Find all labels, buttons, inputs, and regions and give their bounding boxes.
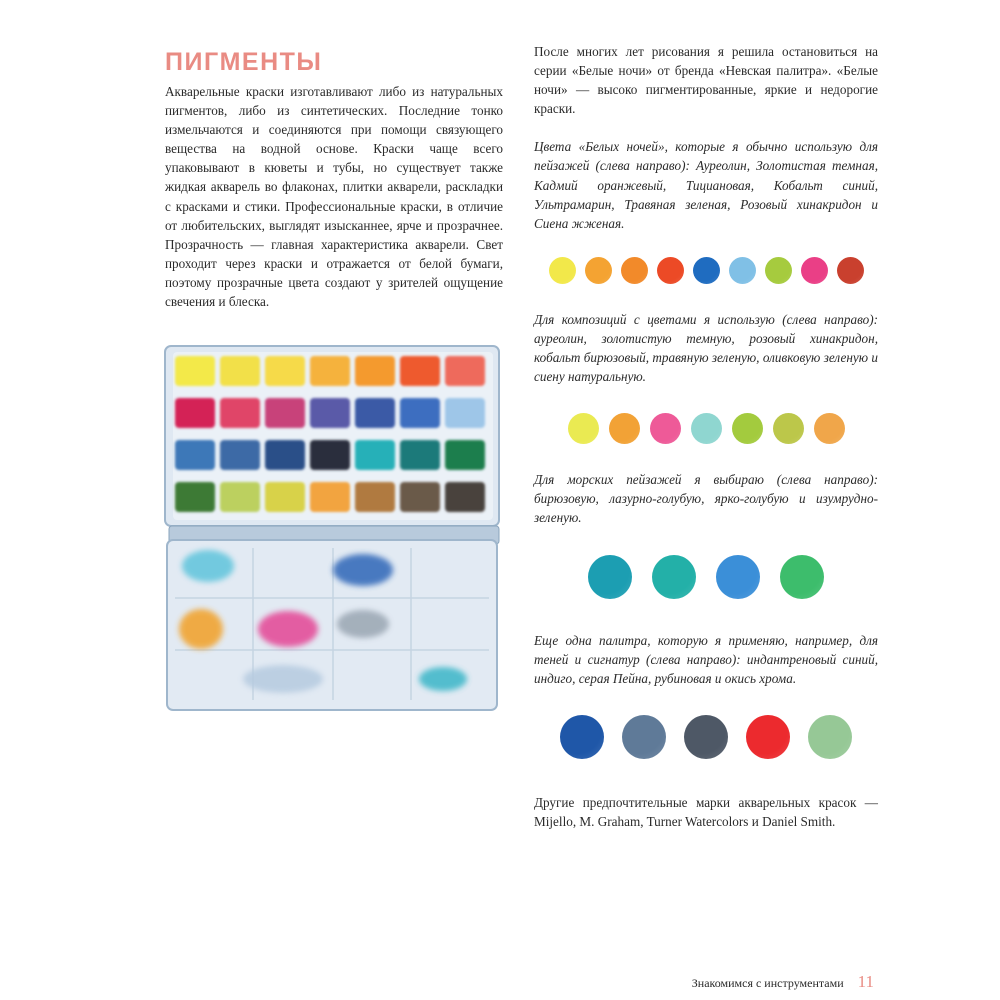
landscape-swatch-1 <box>549 257 576 284</box>
paint-pan-r4-5 <box>355 482 395 512</box>
paint-pan-r3-7 <box>445 440 485 470</box>
landscape-swatch-6 <box>729 257 756 284</box>
paint-pan-r1-2 <box>220 356 260 386</box>
swatch-row-shadows <box>534 715 878 759</box>
landscape-swatch-4 <box>657 257 684 284</box>
swatch-row-flowers <box>534 413 878 444</box>
paint-pan-r1-3 <box>265 356 305 386</box>
paint-pan-r2-1 <box>175 398 215 428</box>
paint-pan-r1-6 <box>400 356 440 386</box>
mixing-blob-6 <box>419 667 467 691</box>
shadows-swatch-2 <box>622 715 666 759</box>
flowers-swatch-3 <box>650 413 681 444</box>
paint-pan-r4-1 <box>175 482 215 512</box>
flowers-swatch-1 <box>568 413 599 444</box>
sea-swatch-4 <box>780 555 824 599</box>
paint-pan-r3-6 <box>400 440 440 470</box>
mixing-blob-2 <box>258 611 318 647</box>
caption-sea: Для морских пейзажей я выбираю (слева направо): бирюзовую, лазурно-голубую, ярко-голубую и изумрудно-зеленую. <box>534 472 878 526</box>
shadows-swatch-3 <box>684 715 728 759</box>
paint-pan-r4-2 <box>220 482 260 512</box>
swatch-row-sea <box>534 555 878 599</box>
paint-pan-r3-3 <box>265 440 305 470</box>
flowers-swatch-4 <box>691 413 722 444</box>
flowers-swatch-2 <box>609 413 640 444</box>
brand-paragraph: После многих лет рисования я решила остановиться на серии «Белые ночи» от бренда «Невская палитра». «Белые ночи» — высоко пигментированные, яркие и недорогие краски. <box>534 44 878 117</box>
paint-pan-r1-1 <box>175 356 215 386</box>
swatch-row-landscape <box>534 257 878 284</box>
landscape-swatch-2 <box>585 257 612 284</box>
paint-pan-r2-2 <box>220 398 260 428</box>
shadows-swatch-1 <box>560 715 604 759</box>
caption-landscape: Цвета «Белых ночей», которые я обычно использую для пейзажей (слева направо): Ауреолин, Золотистая темная, Кадмий оранжевый, Тициановая, Кобальт синий, Ультрамарин, Травяная зеленая, Розовый хинакридон и Сиена жженая. <box>534 139 878 231</box>
page-number: 11 <box>857 972 874 991</box>
intro-paragraph: Акварельные краски изготавливают либо из натуральных пигментов, либо из синтетических. Последние тонко измельчаются и соединяются при помощи связующего вещества на водной основе. Краски чаще всего упаковывают в кюветы и тубы, но существует также жидкая акварель во флаконах, плитки акварели, раскладки с красками и стики. Профессиональные краски, в отличие от любительских, выглядят изысканнее, ярче и прозрачнее. Прозрачность — главная характеристика акварели. Свет проходит через краски и отражается от белой бумаги, поэтому прозрачные цвета создают у зрителей ощущение свечения и блеска. <box>165 84 503 310</box>
paint-pan-r1-4 <box>310 356 350 386</box>
caption-flowers: Для композиций с цветами я использую (слева направо): ауреолин, золотистую темную, розовый хинакридон, кобальт бирюзовый, травяную зеленую, оливковую зеленую и сиену натуральную. <box>534 311 878 385</box>
paint-pan-r2-6 <box>400 398 440 428</box>
paint-pan-r1-7 <box>445 356 485 386</box>
paint-pan-r2-7 <box>445 398 485 428</box>
paint-pan-r4-3 <box>265 482 305 512</box>
mixing-blob-7 <box>243 665 323 693</box>
left-column <box>165 40 503 311</box>
paint-pan-r4-4 <box>310 482 350 512</box>
mixing-blob-4 <box>179 609 223 649</box>
sea-swatch-3 <box>716 555 760 599</box>
watercolor-palette-illustration <box>163 344 503 716</box>
paint-pan-r3-2 <box>220 440 260 470</box>
landscape-swatch-8 <box>801 257 828 284</box>
mixing-blob-3 <box>333 554 393 586</box>
paint-pan-r2-4 <box>310 398 350 428</box>
caption-shadows: Еще одна палитра, которую я применяю, например, для теней и сигнатур (слева направо): индантреновый синий, индиго, серая Пейна, рубиновая и окись хрома. <box>534 632 878 686</box>
page-title: ПИГМЕНТЫ <box>165 48 323 76</box>
right-column <box>534 40 878 831</box>
shadows-swatch-4 <box>746 715 790 759</box>
flowers-swatch-5 <box>732 413 763 444</box>
paint-pan-r1-5 <box>355 356 395 386</box>
paint-pan-r3-1 <box>175 440 215 470</box>
page-footer <box>692 972 874 992</box>
landscape-swatch-9 <box>837 257 864 284</box>
landscape-swatch-3 <box>621 257 648 284</box>
paint-pan-r3-5 <box>355 440 395 470</box>
paint-pan-r2-3 <box>265 398 305 428</box>
landscape-swatch-5 <box>693 257 720 284</box>
landscape-swatch-7 <box>765 257 792 284</box>
paint-pan-r4-7 <box>445 482 485 512</box>
mixing-blob-5 <box>337 610 389 638</box>
paint-pan-r4-6 <box>400 482 440 512</box>
sea-swatch-2 <box>652 555 696 599</box>
mixing-blob-1 <box>182 550 234 582</box>
sea-swatch-1 <box>588 555 632 599</box>
shadows-swatch-5 <box>808 715 852 759</box>
paint-pan-r2-5 <box>355 398 395 428</box>
flowers-swatch-7 <box>814 413 845 444</box>
brands-paragraph: Другие предпочтительные марки акварельных красок — Mijello, M. Graham, Turner Watercolors и Daniel Smith. <box>534 794 878 829</box>
footer-section-title: Знакомимся с инструментами <box>691 976 844 990</box>
flowers-swatch-6 <box>773 413 804 444</box>
paint-pan-r3-4 <box>310 440 350 470</box>
